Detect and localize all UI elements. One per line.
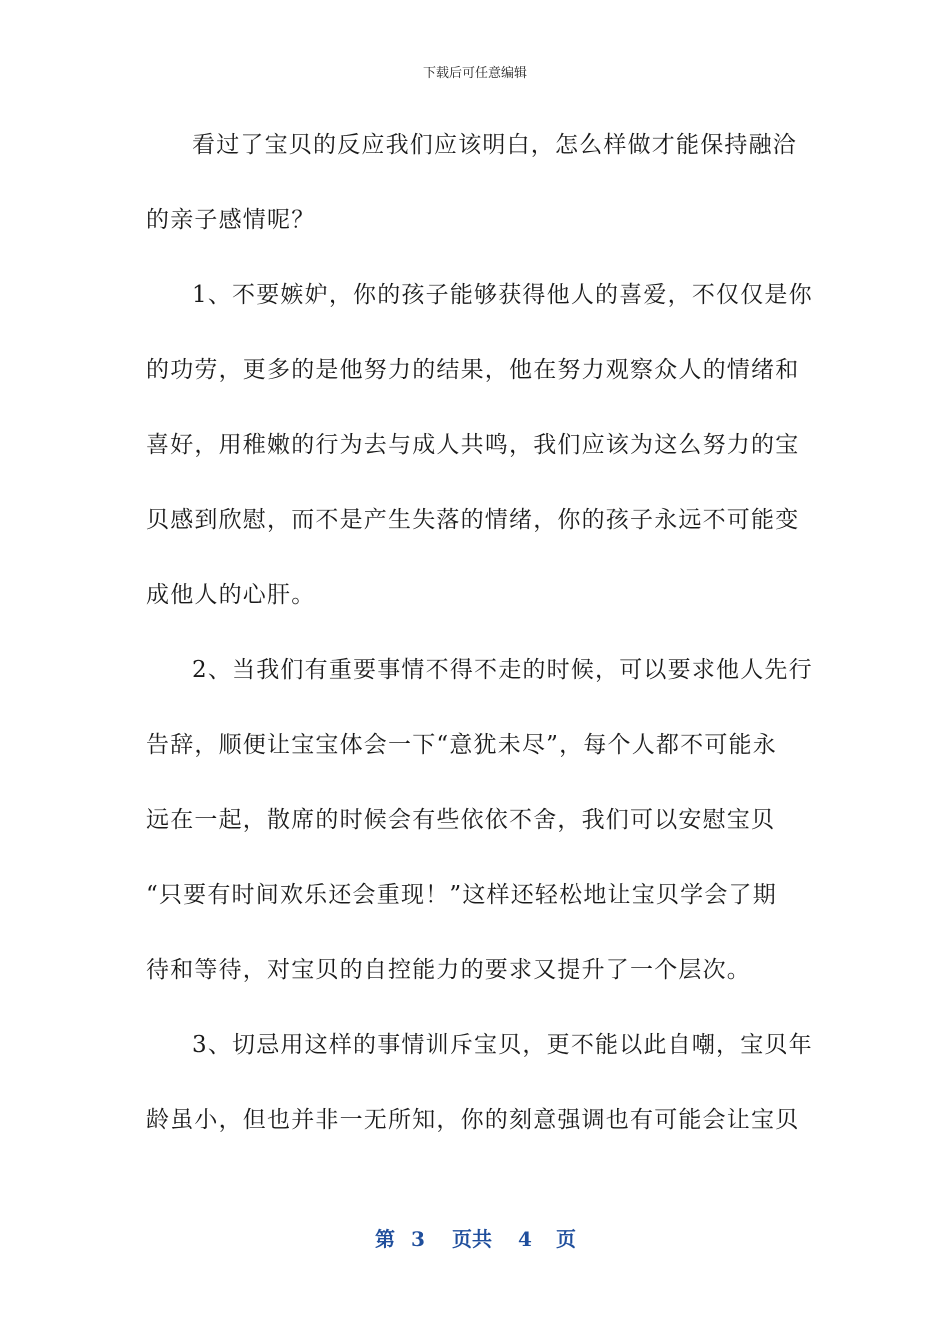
paragraph-2-line-1: 1、不要嫉妒，你的孩子能够获得他人的喜爱，不仅仅是你 xyxy=(192,282,813,308)
paragraph-4-line-2: 龄虽小，但也并非一无所知，你的刻意强调也有可能会让宝贝 xyxy=(146,1107,800,1133)
footer-label-page: 第 xyxy=(375,1227,395,1251)
paragraph-3-line-5: 待和等待，对宝贝的自控能力的要求又提升了一个层次。 xyxy=(146,957,751,983)
paragraph-2-line-4: 贝感到欣慰，而不是产生失落的情绪，你的孩子永远不可能变 xyxy=(146,507,800,533)
paragraph-1-line-2: 的亲子感情呢？ xyxy=(146,207,316,233)
paragraph-2-line-5: 成他人的心肝。 xyxy=(146,582,316,608)
footer-total-pages: 4 xyxy=(518,1227,532,1251)
paragraph-1-line-1: 看过了宝贝的反应我们应该明白，怎么样做才能保持融洽 xyxy=(192,132,797,158)
paragraph-2-line-3: 喜好，用稚嫩的行为去与成人共鸣，我们应该为这么努力的宝 xyxy=(146,432,800,458)
footer-current-page: 3 xyxy=(411,1227,425,1251)
paragraph-4-line-1: 3、切忌用这样的事情训斥宝贝，更不能以此自嘲，宝贝年 xyxy=(192,1032,813,1058)
paragraph-3-line-2: 告辞，顺便让宝宝体会一下“意犹未尽”，每个人都不可能永 xyxy=(146,732,777,758)
footer-label-total-prefix: 页共 xyxy=(452,1227,492,1251)
page-footer xyxy=(0,1226,950,1252)
paragraph-2-line-2: 的功劳，更多的是他努力的结果，他在努力观察众人的情绪和 xyxy=(146,357,800,383)
paragraph-3-line-3: 远在一起，散席的时候会有些依依不舍，我们可以安慰宝贝 xyxy=(146,807,776,833)
footer-label-total-suffix: 页 xyxy=(556,1227,576,1251)
paragraph-3-line-4: “只要有时间欢乐还会重现！”这样还轻松地让宝贝学会了期 xyxy=(146,882,777,908)
paragraph-3-line-1: 2、当我们有重要事情不得不走的时候，可以要求他人先行 xyxy=(192,657,813,683)
header-note: 下载后可任意编辑 xyxy=(422,66,527,81)
